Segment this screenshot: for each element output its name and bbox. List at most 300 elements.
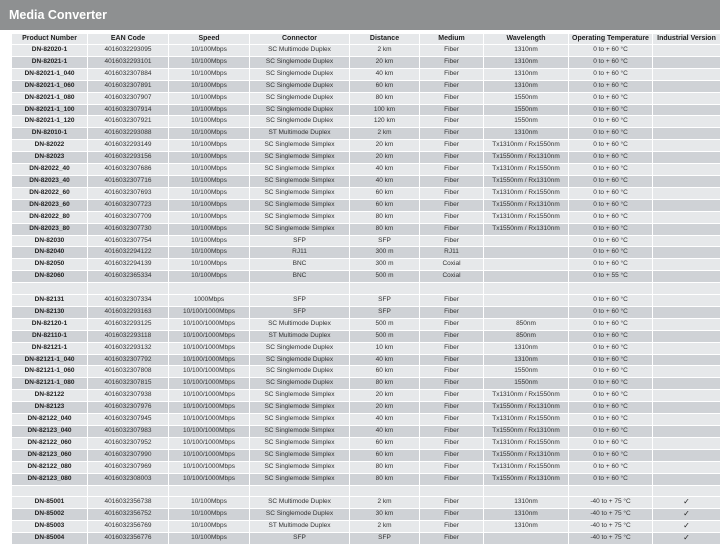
wavelength-cell: 1310nm — [484, 355, 568, 366]
connector-cell: SC Singlemode Duplex — [250, 93, 349, 104]
ean-code-cell: 4016032307938 — [88, 390, 168, 401]
industrial-version-cell — [653, 462, 720, 473]
industrial-version-cell — [653, 259, 720, 270]
speed-cell: 10/100Mbps — [169, 247, 249, 258]
table-spacer-row — [12, 283, 720, 294]
product-table — [11, 33, 720, 545]
product-number-cell: DN-82021-1_060 — [12, 81, 87, 92]
table-row — [12, 247, 720, 258]
table-row — [12, 116, 720, 127]
product-number-cell: DN-82010-1 — [12, 128, 87, 139]
operating-temperature-cell: 0 to + 60 °C — [569, 402, 652, 413]
product-number-cell: DN-85004 — [12, 533, 87, 544]
speed-cell: 10/100/1000Mbps — [169, 319, 249, 330]
ean-code-cell — [88, 486, 168, 497]
medium-cell: Fiber — [420, 164, 483, 175]
operating-temperature-cell: 0 to + 60 °C — [569, 355, 652, 366]
speed-cell: 10/100/1000Mbps — [169, 390, 249, 401]
speed-cell: 10/100Mbps — [169, 105, 249, 116]
distance-cell: 30 km — [350, 509, 419, 520]
speed-cell: 10/100/1000Mbps — [169, 426, 249, 437]
industrial-version-cell — [653, 176, 720, 187]
ean-code-cell: 4016032307730 — [88, 224, 168, 235]
table-row — [12, 69, 720, 80]
distance-cell: SFP — [350, 295, 419, 306]
wavelength-cell — [484, 283, 568, 294]
ean-code-cell: 4016032307808 — [88, 366, 168, 377]
distance-cell: 300 m — [350, 247, 419, 258]
distance-cell: SFP — [350, 533, 419, 544]
distance-cell: SFP — [350, 307, 419, 318]
medium-cell: Fiber — [420, 307, 483, 318]
table-row — [12, 128, 720, 139]
ean-code-cell: 4016032293088 — [88, 128, 168, 139]
medium-cell: Fiber — [420, 497, 483, 508]
product-number-cell: DN-82022_80 — [12, 212, 87, 223]
medium-cell: Fiber — [420, 521, 483, 532]
product-number-cell: DN-82121-1 — [12, 343, 87, 354]
table-row — [12, 438, 720, 449]
medium-cell: Fiber — [420, 152, 483, 163]
product-number-cell: DN-82021-1_120 — [12, 116, 87, 127]
speed-cell: 10/100Mbps — [169, 188, 249, 199]
table-row — [12, 105, 720, 116]
industrial-version-cell — [653, 355, 720, 366]
medium-cell: Fiber — [420, 509, 483, 520]
distance-cell: 300 m — [350, 259, 419, 270]
ean-code-cell: 4016032356769 — [88, 521, 168, 532]
speed-cell: 10/100Mbps — [169, 212, 249, 223]
medium-cell: Coxial — [420, 271, 483, 282]
connector-cell: SC Singlemode Simplex — [250, 164, 349, 175]
speed-cell: 10/100/1000Mbps — [169, 331, 249, 342]
wavelength-cell: 1310nm — [484, 69, 568, 80]
operating-temperature-cell: 0 to + 60 °C — [569, 343, 652, 354]
table-row — [12, 200, 720, 211]
distance-cell: 80 km — [350, 212, 419, 223]
distance-cell: SFP — [350, 236, 419, 247]
wavelength-cell — [484, 295, 568, 306]
operating-temperature-cell: 0 to + 60 °C — [569, 414, 652, 425]
operating-temperature-cell: 0 to + 60 °C — [569, 224, 652, 235]
speed-cell: 10/100Mbps — [169, 497, 249, 508]
industrial-version-cell — [653, 331, 720, 342]
table-row — [12, 176, 720, 187]
product-number-cell: DN-82021-1_040 — [12, 69, 87, 80]
connector-cell: SC Singlemode Duplex — [250, 69, 349, 80]
industrial-version-cell — [653, 426, 720, 437]
connector-cell: SC Singlemode Simplex — [250, 438, 349, 449]
distance-cell: 60 km — [350, 438, 419, 449]
product-number-cell: DN-82122_060 — [12, 438, 87, 449]
connector-cell: SC Singlemode Simplex — [250, 152, 349, 163]
wavelength-cell — [484, 271, 568, 282]
ean-code-cell: 4016032307891 — [88, 81, 168, 92]
wavelength-cell: Tx1550nm / Rx1310nm — [484, 474, 568, 485]
medium-cell: Fiber — [420, 402, 483, 413]
table-row — [12, 509, 720, 520]
medium-cell: Fiber — [420, 224, 483, 235]
connector-cell: SC Singlemode Duplex — [250, 366, 349, 377]
industrial-version-cell — [653, 69, 720, 80]
ean-code-cell: 4016032365334 — [88, 271, 168, 282]
medium-cell: Fiber — [420, 378, 483, 389]
distance-cell: 80 km — [350, 93, 419, 104]
medium-cell: Fiber — [420, 45, 483, 56]
connector-cell: SC Singlemode Simplex — [250, 426, 349, 437]
operating-temperature-cell: -40 to + 75 °C — [569, 497, 652, 508]
medium-cell: Fiber — [420, 331, 483, 342]
operating-temperature-cell: 0 to + 60 °C — [569, 259, 652, 270]
medium-cell: Fiber — [420, 343, 483, 354]
medium-cell — [420, 486, 483, 497]
ean-code-cell: 4016032307907 — [88, 93, 168, 104]
wavelength-cell: 1310nm — [484, 509, 568, 520]
table-row — [12, 307, 720, 318]
medium-cell: Fiber — [420, 355, 483, 366]
medium-cell: Fiber — [420, 462, 483, 473]
industrial-version-cell — [653, 200, 720, 211]
speed-cell: 10/100Mbps — [169, 176, 249, 187]
product-number-cell: DN-82131 — [12, 295, 87, 306]
operating-temperature-cell: 0 to + 60 °C — [569, 247, 652, 258]
ean-code-cell: 4016032307990 — [88, 450, 168, 461]
operating-temperature-cell: 0 to + 60 °C — [569, 140, 652, 151]
wavelength-cell: 1310nm — [484, 81, 568, 92]
table-row — [12, 271, 720, 282]
medium-cell: Fiber — [420, 116, 483, 127]
connector-cell: SC Singlemode Simplex — [250, 450, 349, 461]
wavelength-cell: Tx1310nm / Rx1550nm — [484, 462, 568, 473]
speed-cell: 10/100Mbps — [169, 509, 249, 520]
industrial-version-cell — [653, 307, 720, 318]
connector-cell: SFP — [250, 533, 349, 544]
operating-temperature-cell: 0 to + 60 °C — [569, 390, 652, 401]
ean-code-cell: 4016032293118 — [88, 331, 168, 342]
ean-code-cell: 4016032356776 — [88, 533, 168, 544]
table-row — [12, 450, 720, 461]
speed-cell: 10/100/1000Mbps — [169, 355, 249, 366]
ean-code-cell: 4016032307334 — [88, 295, 168, 306]
wavelength-cell: Tx1550nm / Rx1310nm — [484, 426, 568, 437]
connector-cell: SC Singlemode Duplex — [250, 116, 349, 127]
product-number-cell: DN-85002 — [12, 509, 87, 520]
product-number-cell: DN-82060 — [12, 271, 87, 282]
speed-cell: 10/100/1000Mbps — [169, 414, 249, 425]
wavelength-cell: Tx1550nm / Rx1310nm — [484, 402, 568, 413]
column-header-product-number: Product Number — [12, 34, 87, 44]
industrial-version-cell — [653, 188, 720, 199]
wavelength-cell — [484, 307, 568, 318]
ean-code-cell: 4016032307792 — [88, 355, 168, 366]
product-number-cell: DN-82021-1 — [12, 57, 87, 68]
operating-temperature-cell: 0 to + 60 °C — [569, 331, 652, 342]
product-number-cell: DN-82123_080 — [12, 474, 87, 485]
wavelength-cell: Tx1310nm / Rx1550nm — [484, 188, 568, 199]
speed-cell: 10/100Mbps — [169, 81, 249, 92]
connector-cell: RJ11 — [250, 247, 349, 258]
table-row — [12, 414, 720, 425]
operating-temperature-cell: 0 to + 60 °C — [569, 236, 652, 247]
speed-cell: 10/100/1000Mbps — [169, 450, 249, 461]
connector-cell: SC Singlemode Duplex — [250, 509, 349, 520]
table-row — [12, 140, 720, 151]
wavelength-cell: 850nm — [484, 331, 568, 342]
medium-cell: Fiber — [420, 366, 483, 377]
connector-cell: SC Singlemode Simplex — [250, 402, 349, 413]
wavelength-cell: 1310nm — [484, 497, 568, 508]
table-row — [12, 462, 720, 473]
ean-code-cell: 4016032293163 — [88, 307, 168, 318]
distance-cell: 500 m — [350, 319, 419, 330]
industrial-version-cell — [653, 295, 720, 306]
operating-temperature-cell: 0 to + 60 °C — [569, 319, 652, 330]
medium-cell: Fiber — [420, 450, 483, 461]
connector-cell: SC Singlemode Simplex — [250, 176, 349, 187]
industrial-version-cell — [653, 57, 720, 68]
table-row — [12, 45, 720, 56]
wavelength-cell: 1310nm — [484, 57, 568, 68]
product-number-cell: DN-82130 — [12, 307, 87, 318]
wavelength-cell: 1550nm — [484, 105, 568, 116]
table-row — [12, 343, 720, 354]
connector-cell: SC Singlemode Duplex — [250, 355, 349, 366]
medium-cell: Fiber — [420, 200, 483, 211]
industrial-version-cell — [653, 116, 720, 127]
operating-temperature-cell: 0 to + 60 °C — [569, 438, 652, 449]
connector-cell: SC Singlemode Simplex — [250, 474, 349, 485]
table-row — [12, 224, 720, 235]
product-number-cell: DN-82023_60 — [12, 200, 87, 211]
product-number-cell: DN-82022_60 — [12, 188, 87, 199]
medium-cell: Fiber — [420, 212, 483, 223]
table-row — [12, 259, 720, 270]
table-row — [12, 164, 720, 175]
wavelength-cell — [484, 533, 568, 544]
column-header-ean-code: EAN Code — [88, 34, 168, 44]
ean-code-cell: 4016032307914 — [88, 105, 168, 116]
ean-code-cell: 4016032307945 — [88, 414, 168, 425]
wavelength-cell: Tx1310nm / Rx1550nm — [484, 164, 568, 175]
medium-cell: Fiber — [420, 188, 483, 199]
wavelength-cell: Tx1550nm / Rx1310nm — [484, 176, 568, 187]
product-number-cell: DN-82040 — [12, 247, 87, 258]
connector-cell: SC Singlemode Duplex — [250, 105, 349, 116]
industrial-version-cell — [653, 450, 720, 461]
distance-cell: 10 km — [350, 343, 419, 354]
medium-cell: Coxial — [420, 259, 483, 270]
speed-cell: 10/100/1000Mbps — [169, 438, 249, 449]
industrial-version-cell — [653, 366, 720, 377]
product-number-cell — [12, 486, 87, 497]
wavelength-cell: Tx1550nm / Rx1310nm — [484, 200, 568, 211]
operating-temperature-cell: -40 to + 75 °C — [569, 521, 652, 532]
distance-cell: 100 km — [350, 105, 419, 116]
table-row — [12, 366, 720, 377]
wavelength-cell — [484, 259, 568, 270]
wavelength-cell: Tx1550nm / Rx1310nm — [484, 152, 568, 163]
industrial-version-cell — [653, 402, 720, 413]
industrial-version-cell — [653, 236, 720, 247]
wavelength-cell: 1550nm — [484, 378, 568, 389]
wavelength-cell: Tx1310nm / Rx1550nm — [484, 140, 568, 151]
operating-temperature-cell: 0 to + 60 °C — [569, 93, 652, 104]
operating-temperature-cell: 0 to + 60 °C — [569, 426, 652, 437]
speed-cell: 10/100/1000Mbps — [169, 366, 249, 377]
connector-cell: SC Singlemode Simplex — [250, 224, 349, 235]
speed-cell: 10/100Mbps — [169, 69, 249, 80]
distance-cell: 120 km — [350, 116, 419, 127]
connector-cell: ST Multimode Duplex — [250, 521, 349, 532]
speed-cell: 10/100Mbps — [169, 224, 249, 235]
distance-cell — [350, 486, 419, 497]
industrial-version-cell — [653, 283, 720, 294]
industrial-version-cell — [653, 128, 720, 139]
wavelength-cell: Tx1550nm / Rx1310nm — [484, 450, 568, 461]
medium-cell: Fiber — [420, 176, 483, 187]
product-number-cell: DN-82021-1_080 — [12, 93, 87, 104]
distance-cell: 60 km — [350, 366, 419, 377]
distance-cell: 2 km — [350, 521, 419, 532]
medium-cell: RJ11 — [420, 247, 483, 258]
distance-cell: 20 km — [350, 152, 419, 163]
product-number-cell: DN-82123_040 — [12, 426, 87, 437]
speed-cell: 10/100/1000Mbps — [169, 307, 249, 318]
operating-temperature-cell: 0 to + 60 °C — [569, 450, 652, 461]
distance-cell: 40 km — [350, 414, 419, 425]
table-row — [12, 378, 720, 389]
speed-cell: 10/100/1000Mbps — [169, 378, 249, 389]
medium-cell: Fiber — [420, 390, 483, 401]
wavelength-cell: 1550nm — [484, 116, 568, 127]
ean-code-cell: 4016032308003 — [88, 474, 168, 485]
industrial-version-cell — [653, 247, 720, 258]
industrial-version-cell — [653, 224, 720, 235]
medium-cell — [420, 283, 483, 294]
connector-cell — [250, 486, 349, 497]
ean-code-cell: 4016032293149 — [88, 140, 168, 151]
table-row — [12, 188, 720, 199]
medium-cell: Fiber — [420, 128, 483, 139]
table-row — [12, 319, 720, 330]
industrial-version-cell — [653, 319, 720, 330]
medium-cell: Fiber — [420, 140, 483, 151]
product-number-cell: DN-82022 — [12, 140, 87, 151]
operating-temperature-cell: 0 to + 60 °C — [569, 462, 652, 473]
column-header-wavelength: Wavelength — [484, 34, 568, 44]
ean-code-cell: 4016032307921 — [88, 116, 168, 127]
check-icon: ✓ — [653, 497, 720, 508]
ean-code-cell: 4016032307815 — [88, 378, 168, 389]
connector-cell: SC Singlemode Simplex — [250, 462, 349, 473]
ean-code-cell: 4016032307983 — [88, 426, 168, 437]
wavelength-cell: Tx1310nm / Rx1550nm — [484, 390, 568, 401]
industrial-version-cell — [653, 474, 720, 485]
medium-cell: Fiber — [420, 319, 483, 330]
ean-code-cell: 4016032307686 — [88, 164, 168, 175]
check-icon: ✓ — [653, 521, 720, 532]
industrial-version-cell — [653, 343, 720, 354]
connector-cell: SC Multimode Duplex — [250, 497, 349, 508]
ean-code-cell: 4016032307716 — [88, 176, 168, 187]
speed-cell: 10/100Mbps — [169, 128, 249, 139]
connector-cell: SC Singlemode Duplex — [250, 81, 349, 92]
check-icon: ✓ — [653, 509, 720, 520]
medium-cell: Fiber — [420, 57, 483, 68]
medium-cell: Fiber — [420, 533, 483, 544]
ean-code-cell: 4016032307884 — [88, 69, 168, 80]
ean-code-cell: 4016032294122 — [88, 247, 168, 258]
industrial-version-cell — [653, 164, 720, 175]
ean-code-cell — [88, 283, 168, 294]
ean-code-cell: 4016032307754 — [88, 236, 168, 247]
product-number-cell: DN-82122_080 — [12, 462, 87, 473]
operating-temperature-cell: 0 to + 60 °C — [569, 188, 652, 199]
page-header — [0, 0, 720, 30]
speed-cell: 10/100Mbps — [169, 521, 249, 532]
distance-cell: 20 km — [350, 140, 419, 151]
speed-cell — [169, 486, 249, 497]
operating-temperature-cell: 0 to + 60 °C — [569, 81, 652, 92]
table-body — [12, 45, 720, 544]
speed-cell: 10/100Mbps — [169, 140, 249, 151]
connector-cell: SC Singlemode Duplex — [250, 57, 349, 68]
medium-cell: Fiber — [420, 93, 483, 104]
distance-cell: 80 km — [350, 378, 419, 389]
medium-cell: Fiber — [420, 474, 483, 485]
wavelength-cell: 1310nm — [484, 521, 568, 532]
distance-cell: 2 km — [350, 128, 419, 139]
product-number-cell: DN-82110-1 — [12, 331, 87, 342]
wavelength-cell — [484, 247, 568, 258]
connector-cell: SC Singlemode Duplex — [250, 343, 349, 354]
medium-cell: Fiber — [420, 426, 483, 437]
medium-cell: Fiber — [420, 295, 483, 306]
product-number-cell: DN-85003 — [12, 521, 87, 532]
product-number-cell: DN-82122_040 — [12, 414, 87, 425]
ean-code-cell: 4016032356752 — [88, 509, 168, 520]
wavelength-cell: Tx1310nm / Rx1550nm — [484, 438, 568, 449]
table-row — [12, 497, 720, 508]
operating-temperature-cell: 0 to + 60 °C — [569, 45, 652, 56]
operating-temperature-cell: 0 to + 60 °C — [569, 152, 652, 163]
product-number-cell: DN-82121-1_080 — [12, 378, 87, 389]
operating-temperature-cell: -40 to + 75 °C — [569, 533, 652, 544]
speed-cell: 10/100Mbps — [169, 116, 249, 127]
industrial-version-cell — [653, 81, 720, 92]
wavelength-cell — [484, 486, 568, 497]
product-number-cell: DN-82021-1_100 — [12, 105, 87, 116]
distance-cell: 80 km — [350, 224, 419, 235]
medium-cell: Fiber — [420, 69, 483, 80]
wavelength-cell: 850nm — [484, 319, 568, 330]
product-number-cell: DN-82121-1_040 — [12, 355, 87, 366]
product-number-cell: DN-85001 — [12, 497, 87, 508]
check-icon: ✓ — [653, 533, 720, 544]
distance-cell: 60 km — [350, 450, 419, 461]
distance-cell: 20 km — [350, 390, 419, 401]
product-number-cell: DN-82123_060 — [12, 450, 87, 461]
ean-code-cell: 4016032307693 — [88, 188, 168, 199]
table-spacer-row — [12, 486, 720, 497]
connector-cell — [250, 283, 349, 294]
table-row — [12, 236, 720, 247]
ean-code-cell: 4016032293156 — [88, 152, 168, 163]
connector-cell: SC Singlemode Simplex — [250, 140, 349, 151]
ean-code-cell: 4016032293132 — [88, 343, 168, 354]
table-row — [12, 355, 720, 366]
operating-temperature-cell — [569, 486, 652, 497]
